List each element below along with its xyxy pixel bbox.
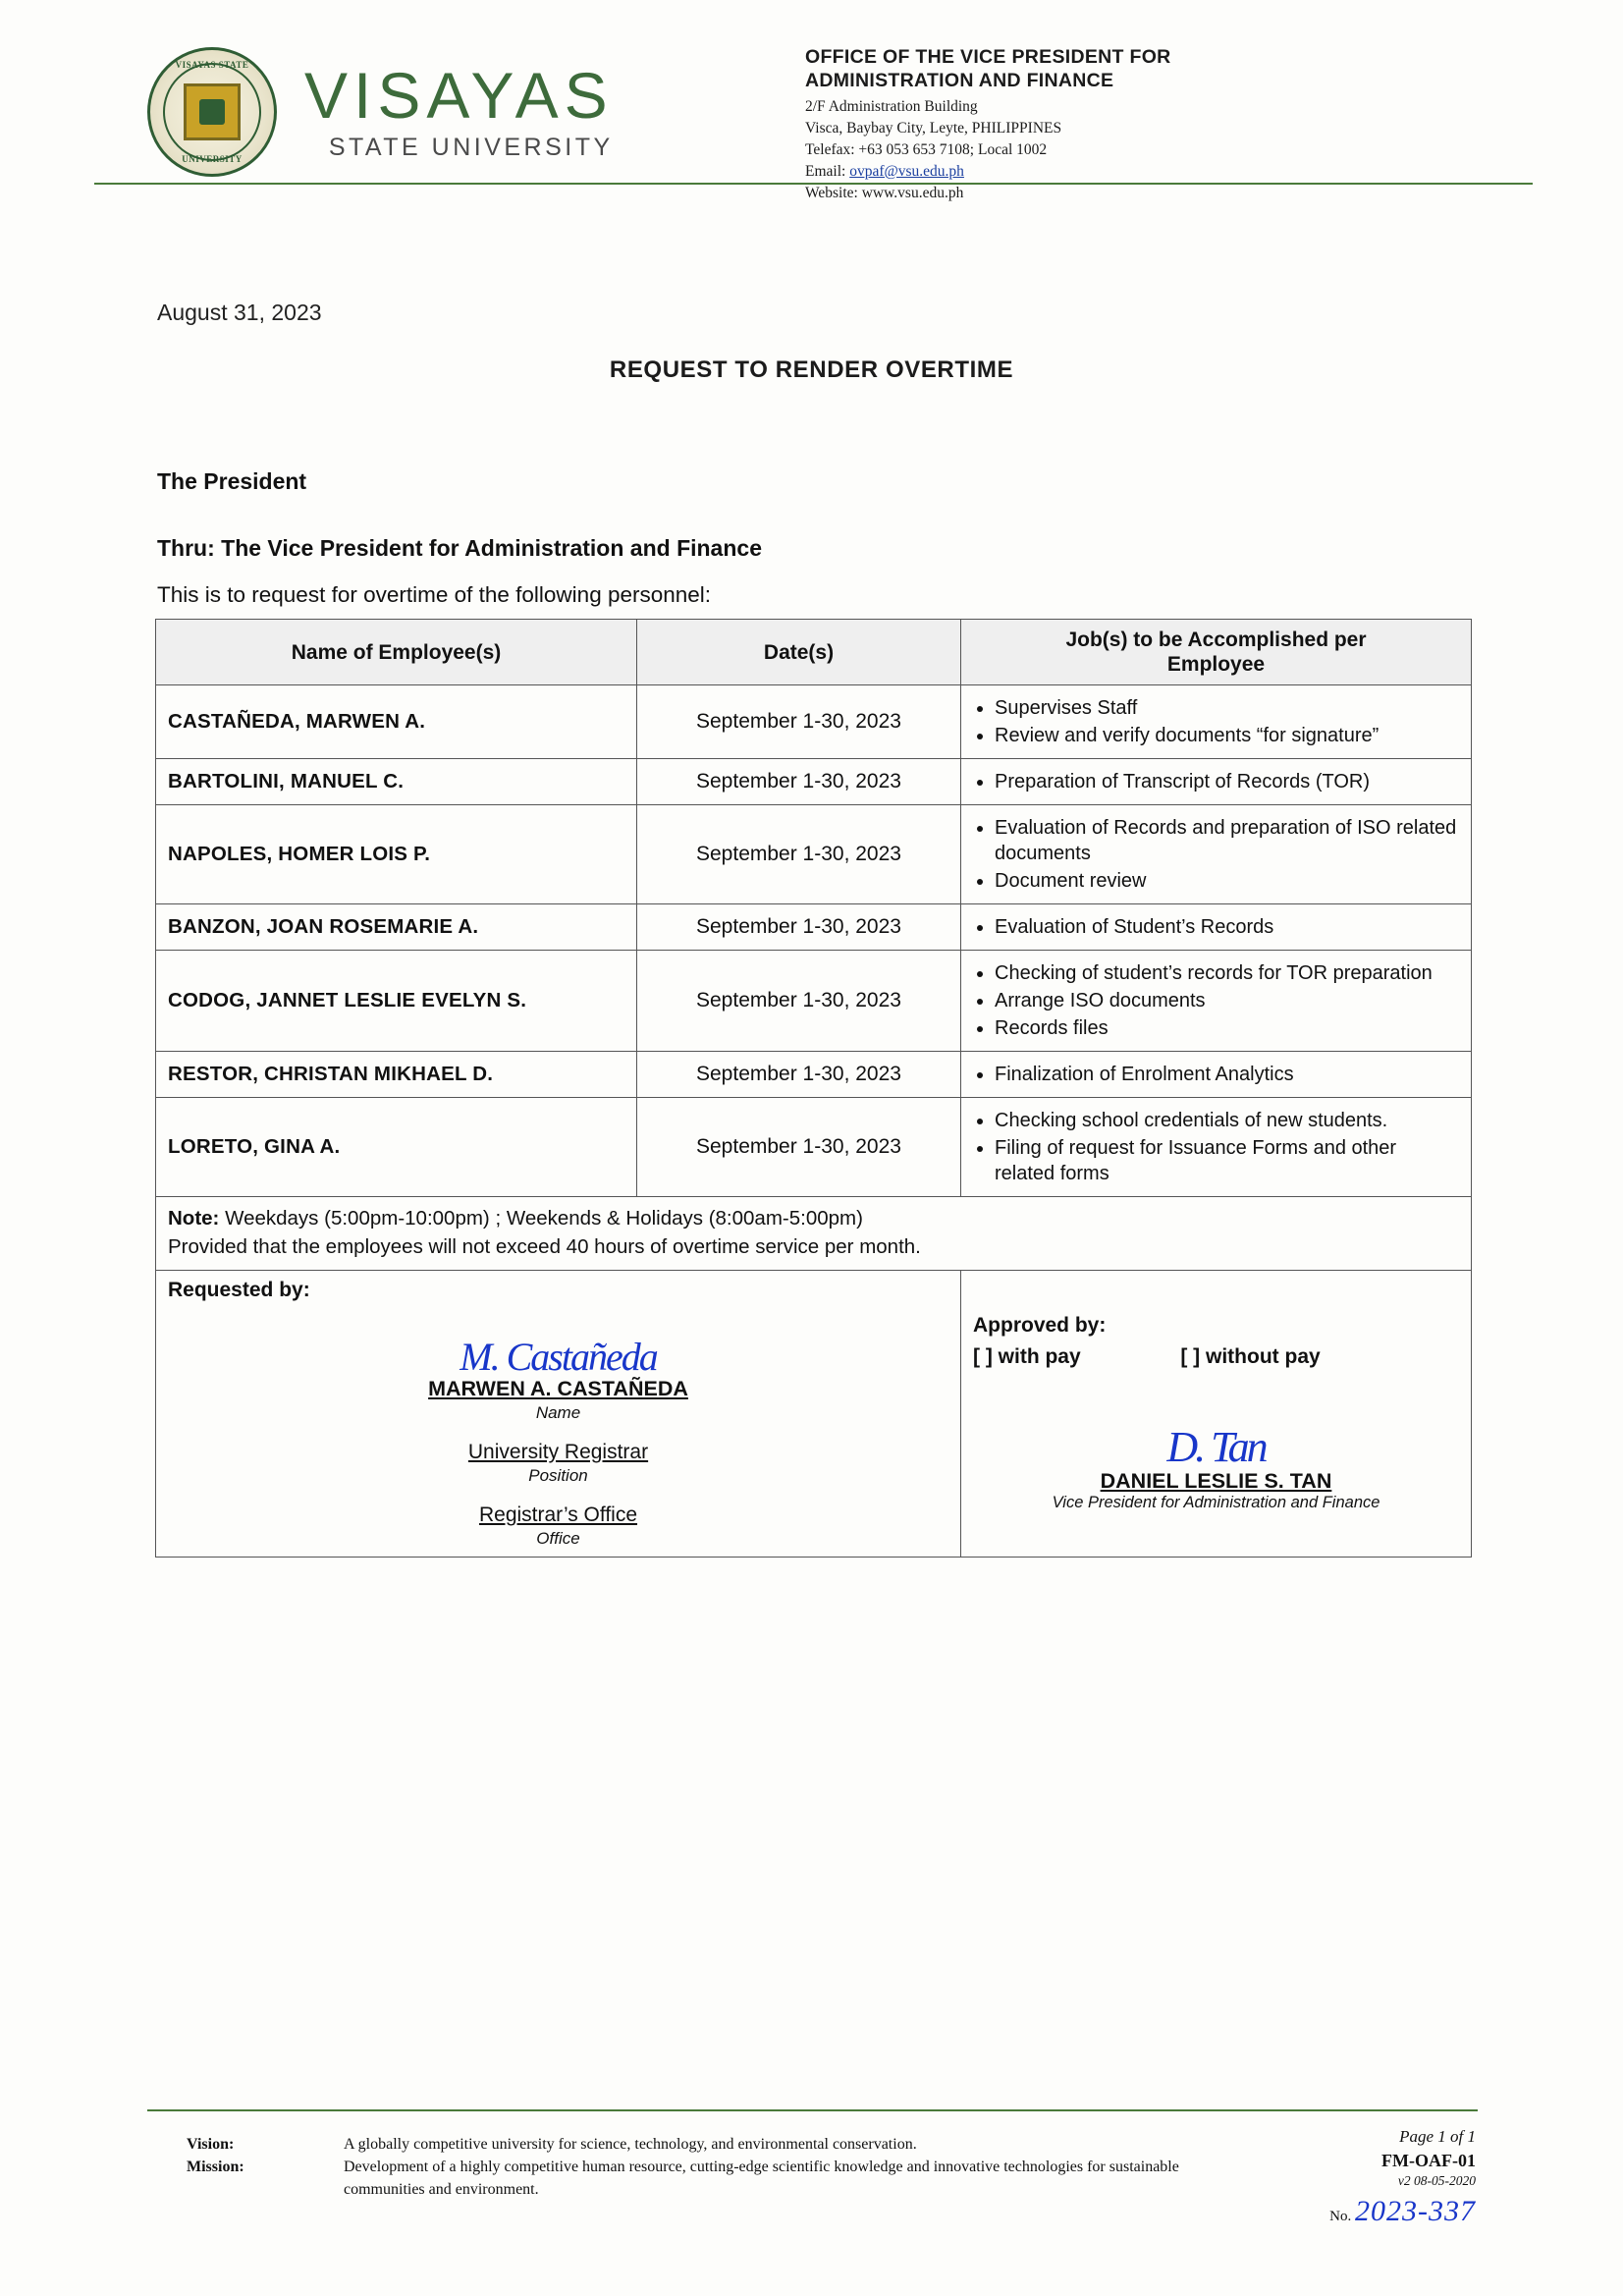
requester-name-caption: Name (535, 1402, 581, 1422)
header-name: Name of Employee(s) (156, 620, 637, 685)
job-item: • Supervises Staff (995, 695, 1459, 721)
header-date: Date(s) (637, 620, 961, 685)
employee-dates: September 1-30, 2023 (637, 951, 961, 1052)
job-item: • Evaluation of Records and preparation of ISO related documents (995, 815, 1459, 866)
job-item: • Finalization of Enrolment Analytics (995, 1062, 1459, 1087)
intro-text: This is to request for overtime of the following personnel: (157, 582, 712, 607)
job-item: • Checking of student’s records for TOR preparation (995, 960, 1459, 986)
table-row (156, 805, 1472, 904)
form-version: v2 08-05-2020 (1397, 2173, 1476, 2188)
requester-position: University Registrar (467, 1440, 649, 1463)
job-item: • Records files (995, 1015, 1459, 1041)
header-divider (94, 183, 1533, 185)
employee-name: CASTAÑEDA, MARWEN A. (156, 685, 637, 759)
note-label: Note: (168, 1207, 220, 1230)
seal-top-text: VISAYAS STATE (175, 60, 249, 70)
university-seal-icon (147, 47, 277, 177)
job-item: • Review and verify documents “for signature” (995, 723, 1459, 748)
address-line-2: Visca, Baybay City, Leyte, PHILIPPINES (805, 119, 1062, 137)
approver-name: DANIEL LESLIE S. TAN (1100, 1469, 1332, 1494)
employee-jobs (961, 805, 1472, 904)
note-cell (156, 1197, 1472, 1270)
header-jobs (961, 620, 1472, 685)
requester-position-caption: Position (528, 1465, 588, 1485)
employee-jobs (961, 685, 1472, 759)
vision-label: Vision: (187, 2136, 235, 2153)
table-row (156, 759, 1472, 805)
mission-text: Development of a highly competitive human resource, cutting-edge scientific knowledge and innovative technologies for sustainable communities and environment. (344, 2159, 1179, 2199)
note-row (156, 1197, 1472, 1270)
control-number (1329, 2195, 1476, 2228)
footer-divider (147, 2109, 1478, 2111)
employee-name: LORETO, GINA A. (156, 1098, 637, 1197)
employee-jobs (961, 1098, 1472, 1197)
employee-name: RESTOR, CHRISTAN MIKHAEL D. (156, 1052, 637, 1098)
employee-dates: September 1-30, 2023 (637, 805, 961, 904)
employee-name: CODOG, JANNET LESLIE EVELYN S. (156, 951, 637, 1052)
email-link[interactable]: ovpaf@vsu.edu.ph (849, 162, 964, 180)
note-text: Weekdays (5:00pm-10:00pm) ; Weekends & Holidays (8:00am-5:00pm) (219, 1207, 863, 1230)
wordmark-sub: STATE UNIVERSITY (328, 134, 614, 161)
employee-name: BARTOLINI, MANUEL C. (156, 759, 637, 805)
approved-by-cell (961, 1270, 1472, 1557)
job-item: • Arrange ISO documents (995, 988, 1459, 1013)
employee-dates: September 1-30, 2023 (637, 685, 961, 759)
page-number: Page 1 of 1 (1399, 2127, 1476, 2146)
table-header-row (156, 620, 1472, 685)
email-label: Email: (805, 162, 850, 180)
approved-by-label: Approved by: (973, 1314, 1107, 1338)
thru-line: Thru: The Vice President for Administration and Finance (157, 535, 762, 561)
vision-mission-text (344, 2133, 1188, 2202)
note-line-2: Provided that the employees will not exceed 40 hours of overtime service per month. (168, 1235, 921, 1259)
employee-dates: September 1-30, 2023 (637, 1052, 961, 1098)
employee-dates: September 1-30, 2023 (637, 1098, 961, 1197)
table-row (156, 685, 1472, 759)
vision-mission-labels (187, 2133, 295, 2178)
without-pay-checkbox[interactable]: [ ] without pay (1180, 1345, 1321, 1369)
requester-office-caption: Office (536, 1528, 580, 1548)
employee-name: NAPOLES, HOMER LOIS P. (156, 805, 637, 904)
approver-title: Vice President for Administration and Finance (1052, 1494, 1380, 1512)
mission-label: Mission: (187, 2159, 244, 2176)
job-item: • Filing of request for Issuance Forms and other related forms (995, 1135, 1459, 1186)
table-row (156, 904, 1472, 951)
university-wordmark (304, 59, 614, 162)
employee-jobs (961, 904, 1472, 951)
employee-name: BANZON, JOAN ROSEMARIE A. (156, 904, 637, 951)
footer-meta (1329, 2127, 1476, 2228)
seal-bottom-text: UNIVERSITY (182, 154, 243, 164)
table-row (156, 951, 1472, 1052)
employee-jobs (961, 1052, 1472, 1098)
employee-jobs (961, 951, 1472, 1052)
requested-by-label: Requested by: (168, 1278, 310, 1301)
wordmark-main: VISAYAS (304, 59, 614, 132)
form-code: FM-OAF-01 (1381, 2151, 1476, 2170)
document-date: August 31, 2023 (157, 300, 322, 325)
addressee: The President (157, 468, 307, 494)
pay-options (973, 1345, 1459, 1369)
requester-signature: M. Castañeda (460, 1334, 657, 1379)
employee-dates: September 1-30, 2023 (637, 904, 961, 951)
job-item: • Evaluation of Student’s Records (995, 914, 1459, 940)
approver-signature: D. Tan (1166, 1423, 1266, 1472)
note-line-1 (168, 1205, 1459, 1233)
header-jobs-line1: Job(s) to be Accomplished per (1065, 629, 1367, 651)
telefax-line: Telefax: +63 053 653 7108; Local 1002 (805, 140, 1048, 158)
header-jobs-line2: Employee (1166, 653, 1266, 677)
office-title-line1: OFFICE OF THE VICE PRESIDENT FOR (805, 46, 1171, 68)
office-title-line2: ADMINISTRATION AND FINANCE (805, 70, 1114, 92)
email-line (805, 161, 1355, 183)
office-address (805, 96, 1355, 204)
office-info (805, 45, 1355, 204)
job-item: • Checking school credentials of new students. (995, 1108, 1459, 1133)
with-pay-checkbox[interactable]: [ ] with pay (973, 1345, 1081, 1369)
job-item: • Document review (995, 868, 1459, 894)
page-title: REQUEST TO RENDER OVERTIME (609, 356, 1014, 383)
control-number-value: 2023-337 (1355, 2195, 1476, 2227)
overtime-table (155, 619, 1472, 1558)
control-number-label: No. (1329, 2209, 1352, 2224)
table-row (156, 1098, 1472, 1197)
employee-dates: September 1-30, 2023 (637, 759, 961, 805)
letterhead (128, 39, 1505, 216)
vision-text: A globally competitive university for science, technology, and environmental conservation. (344, 2136, 917, 2153)
address-line-1: 2/F Administration Building (805, 97, 978, 115)
requested-by-cell (156, 1270, 961, 1557)
table-row (156, 1052, 1472, 1098)
requester-office: Registrar’s Office (478, 1503, 638, 1526)
requester-name: MARWEN A. CASTAÑEDA (428, 1376, 688, 1400)
job-item: • Preparation of Transcript of Records (TOR) (995, 769, 1459, 794)
employee-jobs (961, 759, 1472, 805)
signature-row (156, 1270, 1472, 1557)
seal-inner-ring (163, 63, 261, 161)
website-line: Website: www.vsu.edu.ph (805, 184, 964, 201)
